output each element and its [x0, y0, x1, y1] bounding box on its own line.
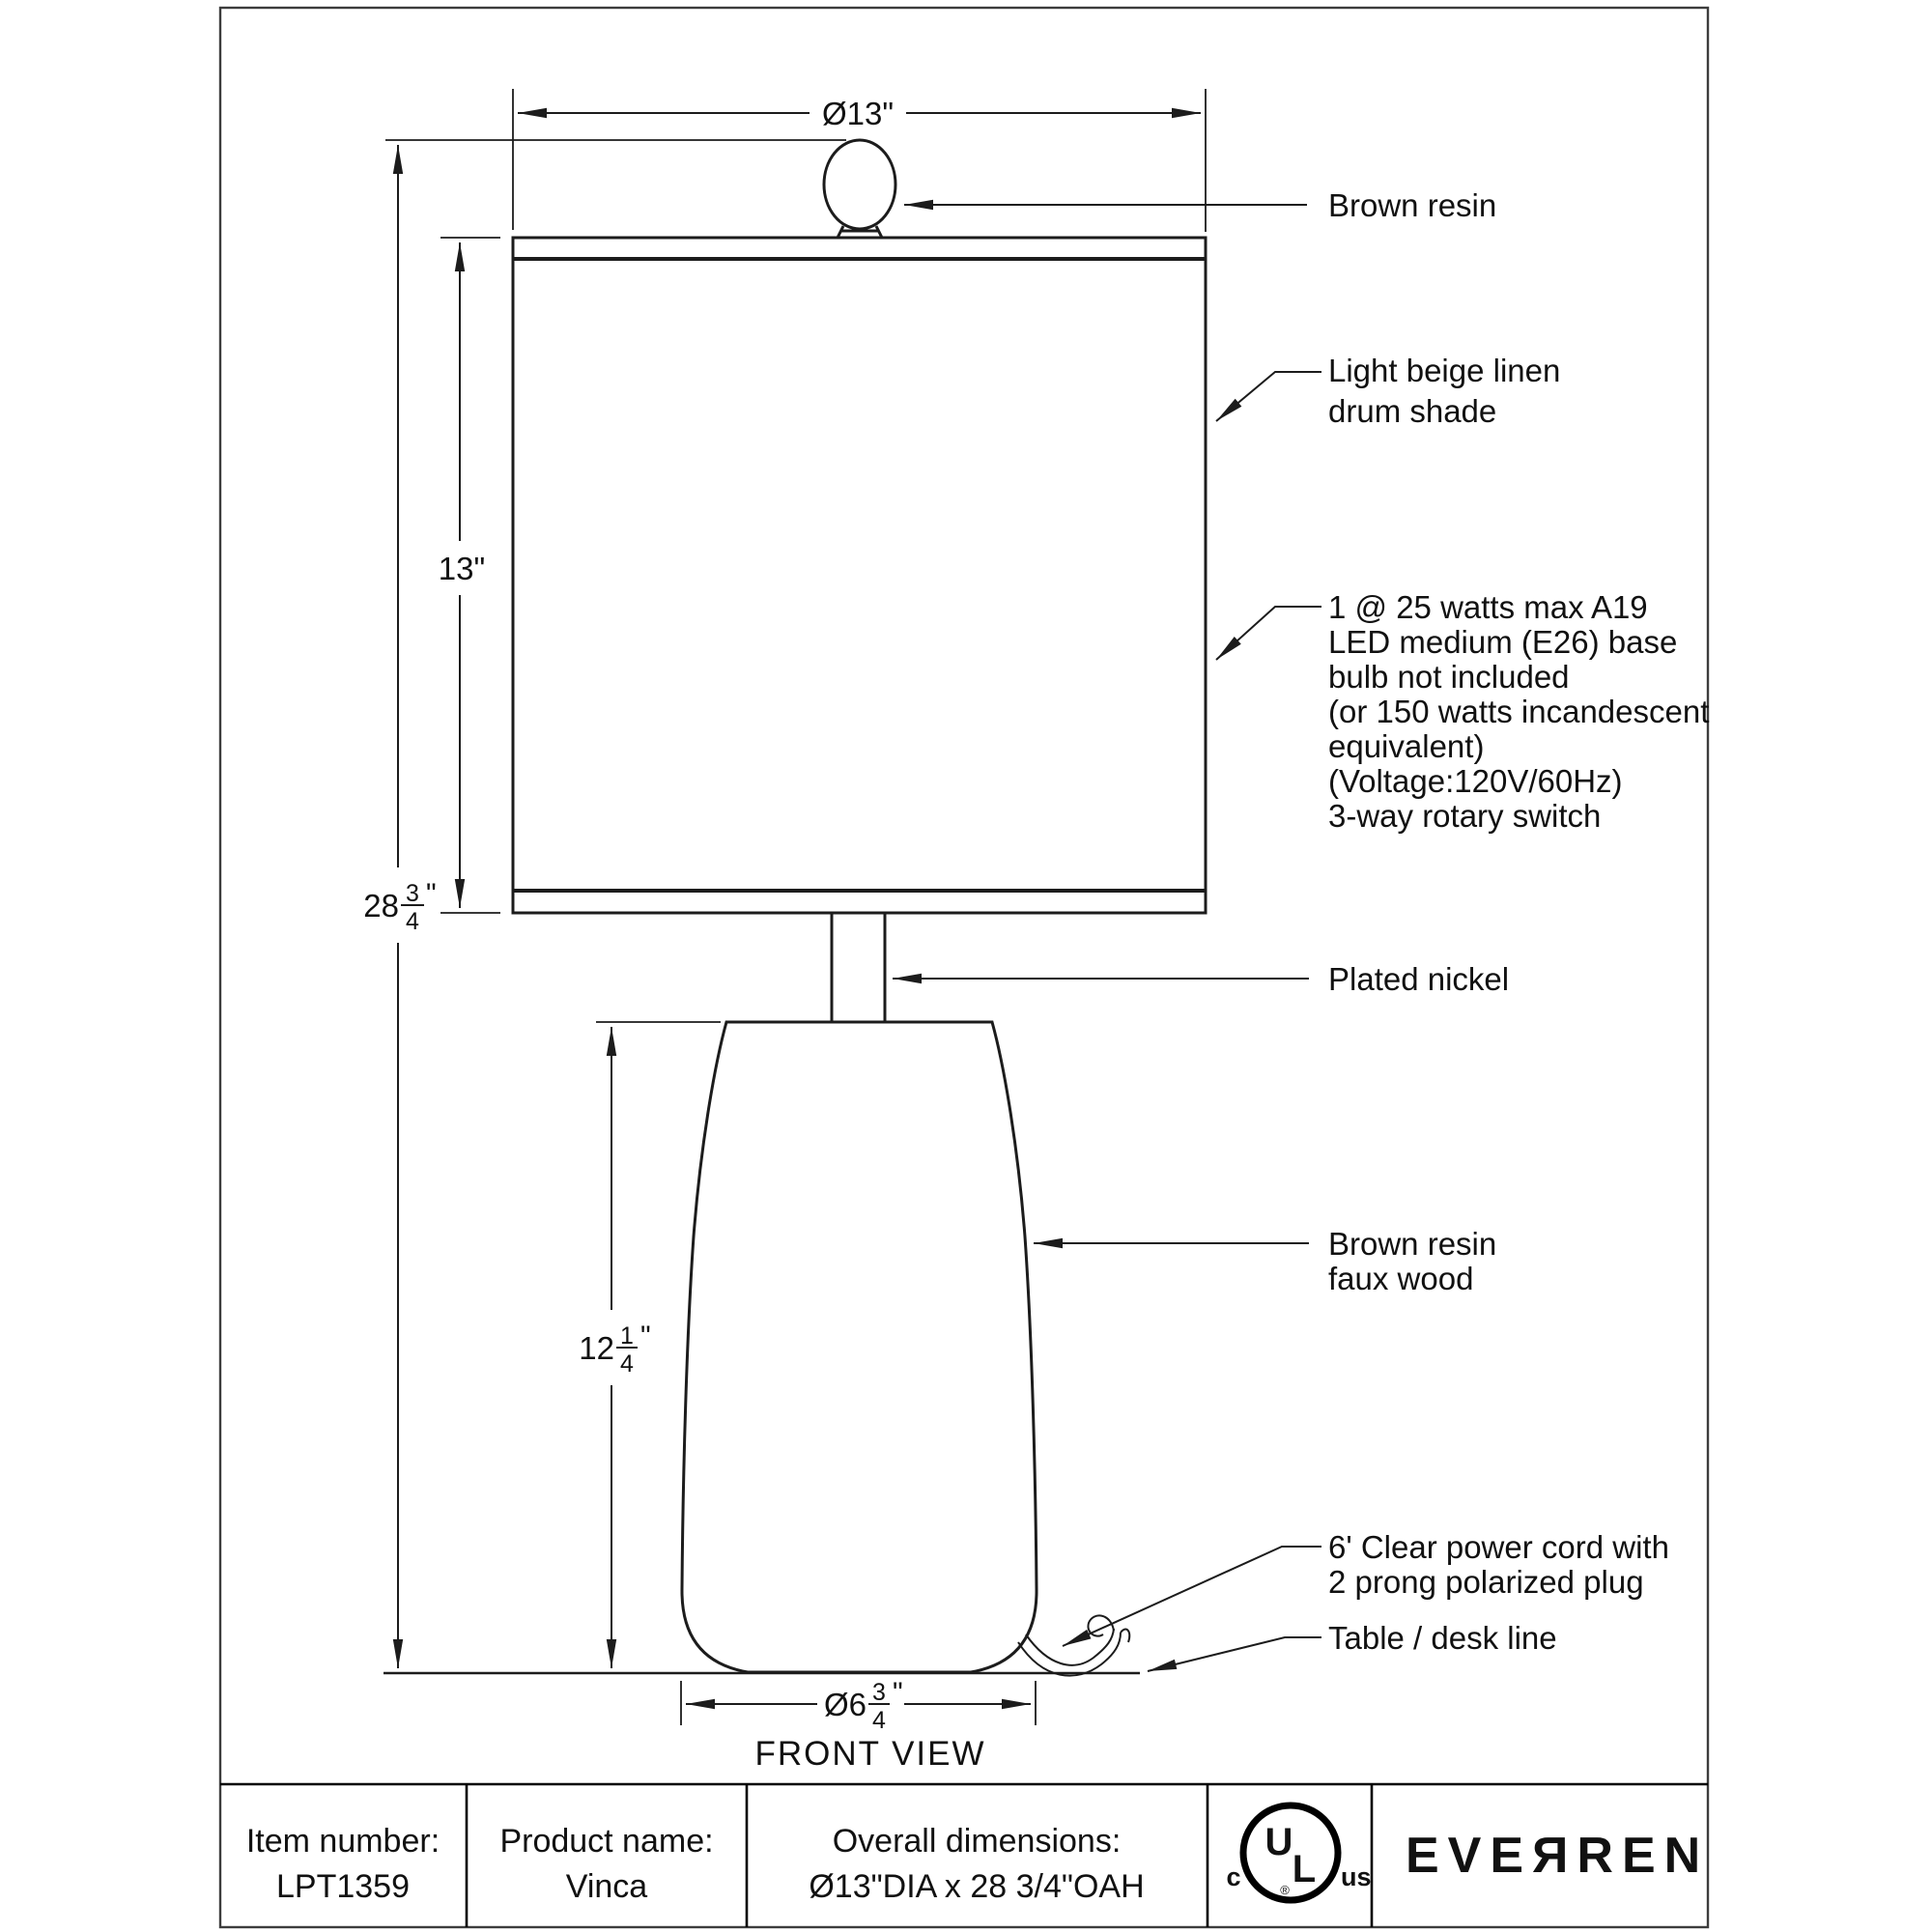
dim-shade-height-label: 13" [438, 551, 486, 586]
ul-icon-l: L [1292, 1848, 1317, 1890]
annotation-cord-line1: 6' Clear power cord with [1328, 1529, 1669, 1565]
annotation-shade-line2: drum shade [1328, 393, 1497, 429]
dim-overall-whole: 28 [363, 888, 399, 923]
stem-outline [832, 913, 885, 1022]
ul-certification-icon [1226, 1805, 1371, 1900]
dim-shade-height [439, 238, 500, 913]
lamp-front-view [513, 140, 1206, 1676]
finial-outline [824, 140, 895, 229]
dim-base-height-unit: " [640, 1321, 651, 1352]
dim-shade-diameter [513, 89, 1206, 232]
base-outline [682, 1022, 1037, 1672]
dim-base-diameter-unit: " [893, 1677, 903, 1709]
overall-dimensions-value: Ø13"DIA x 28 3/4"OAH [809, 1868, 1145, 1905]
annotation-bulb-line2: LED medium (E26) base [1328, 624, 1678, 660]
ul-icon-c: c [1226, 1862, 1241, 1891]
annotation-bulb-line1: 1 @ 25 watts max A19 [1328, 589, 1648, 625]
dim-base-height [579, 1022, 721, 1668]
annotation-base-line2: faux wood [1328, 1261, 1474, 1296]
front-view-label: FRONT VIEW [754, 1735, 986, 1773]
dim-base-height-num: 1 [620, 1322, 634, 1350]
annotation-finial: Brown resin [1328, 187, 1497, 223]
ul-icon-u: U [1264, 1821, 1293, 1863]
dim-overall-den: 4 [406, 908, 419, 935]
annotation-stem: Plated nickel [1328, 961, 1510, 997]
annotation-cord-line2: 2 prong polarized plug [1328, 1564, 1644, 1600]
annotation-bulb-line6: (Voltage:120V/60Hz) [1328, 763, 1623, 799]
shade-outline [513, 238, 1206, 913]
dim-base-diameter-whole: Ø6 [823, 1687, 867, 1722]
annotation-bulb-line3: bulb not included [1328, 659, 1570, 695]
annotation-shade-line1: Light beige linen [1328, 353, 1561, 388]
annotation-base-line1: Brown resin [1328, 1226, 1497, 1262]
dim-shade-diameter-label: Ø13" [821, 96, 895, 131]
annotation-bulb-line7: 3-way rotary switch [1328, 798, 1602, 834]
overall-dimensions-label: Overall dimensions: [832, 1823, 1122, 1860]
ul-icon-registered: ® [1280, 1883, 1290, 1897]
power-cord [1018, 1615, 1129, 1675]
title-block [220, 1784, 1709, 1927]
dim-overall-height [363, 140, 846, 1668]
dim-base-diameter-num: 3 [872, 1679, 886, 1706]
ul-icon-us: us [1341, 1862, 1372, 1891]
dim-overall-unit: " [426, 878, 437, 910]
dim-base-height-den: 4 [620, 1350, 634, 1378]
callouts [893, 187, 1709, 1671]
product-name-value: Vinca [565, 1868, 648, 1905]
dim-overall-num: 3 [406, 880, 419, 907]
annotation-table: Table / desk line [1328, 1620, 1557, 1656]
dim-base-height-whole: 12 [579, 1330, 614, 1366]
dim-base-diameter-den: 4 [872, 1707, 886, 1734]
brand-logo: EVEЯREN [1406, 1828, 1710, 1884]
product-name-label: Product name: [499, 1823, 714, 1860]
item-number-value: LPT1359 [276, 1868, 410, 1905]
dim-base-diameter [681, 1677, 1036, 1734]
annotation-bulb-line4: (or 150 watts incandescent [1328, 694, 1710, 729]
item-number-label: Item number: [245, 1823, 440, 1860]
annotation-bulb-line5: equivalent) [1328, 728, 1485, 764]
